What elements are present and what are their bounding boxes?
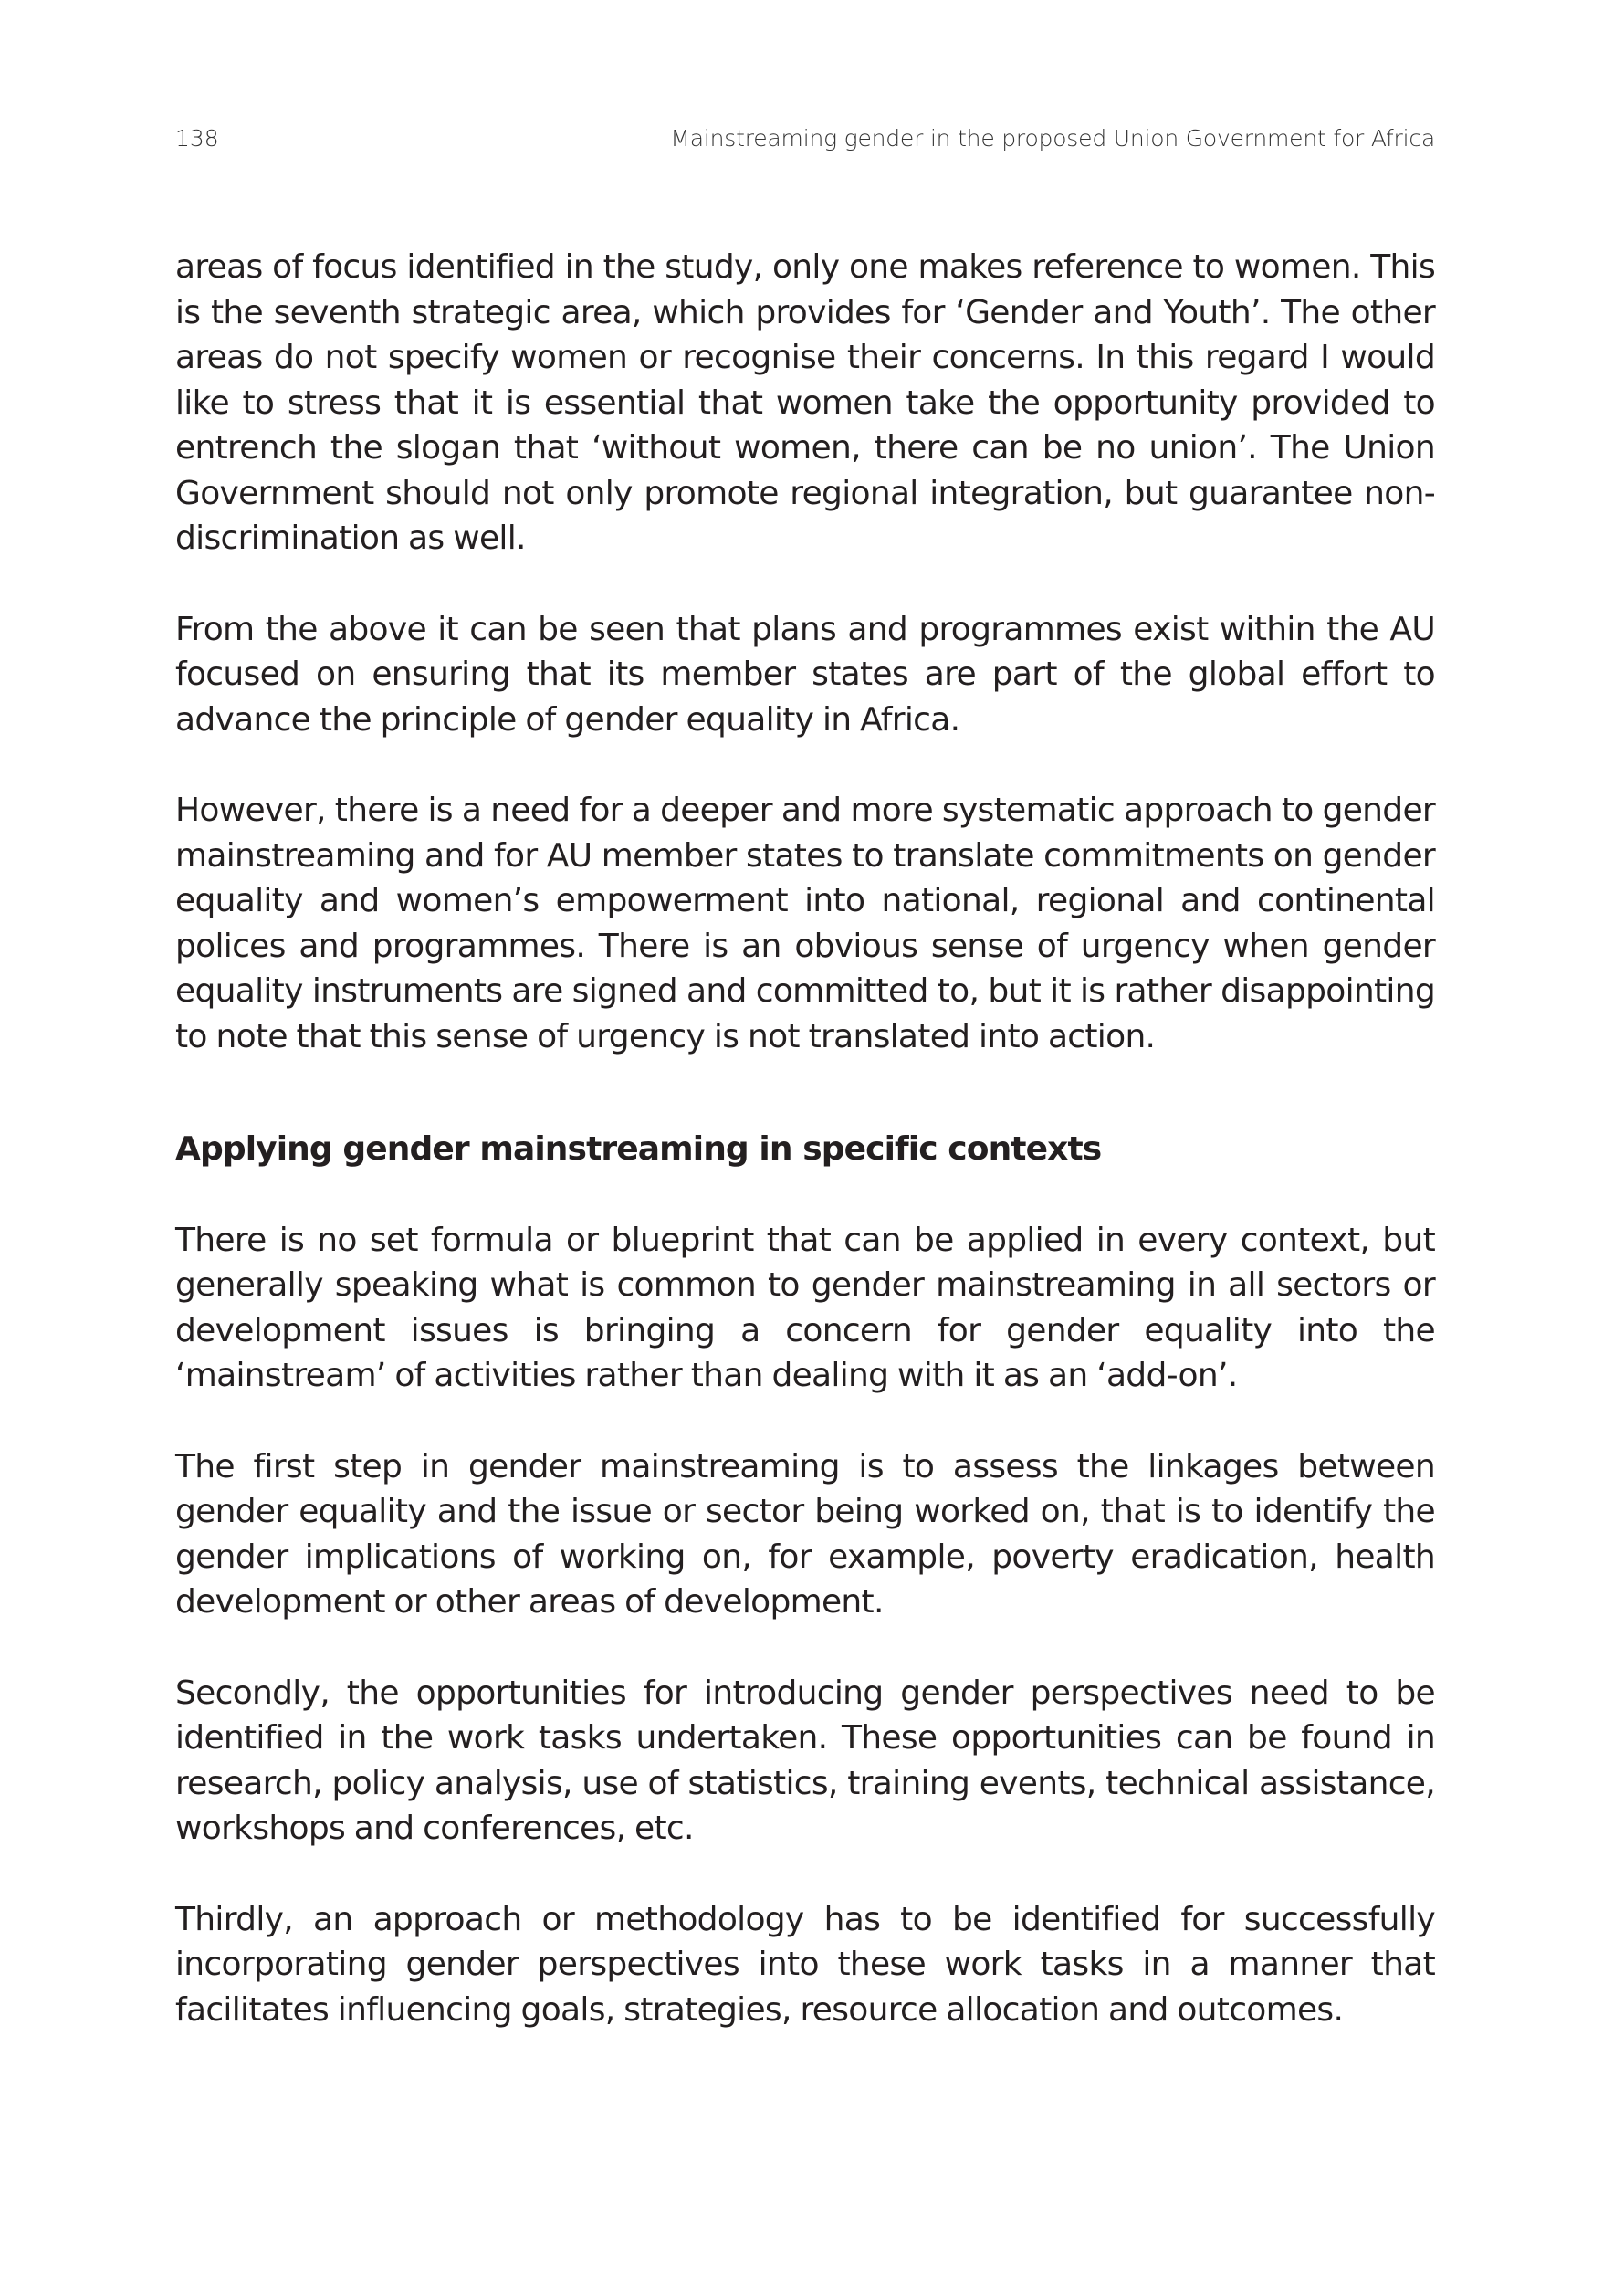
running-title: Mainstreaming gender in the proposed Union Government for Africa (670, 125, 1435, 152)
paragraph: The first step in gender mainstreaming is to assess the linkages between gender equality and the issue or sector being worked on, that is to identify the gender implications of working on, for example, poverty eradication, health development or other areas of development. (175, 1447, 1435, 1621)
paragraph: Secondly, the opportunities for introducing gender perspectives need to be identified in the work tasks undertaken. These opportunities can be found in research, policy analysis, use of statistics, training events, technical assistance, workshops and conferences, etc. (175, 1674, 1435, 1847)
paragraph: areas of focus identified in the study, only one makes reference to women. This is the seventh strategic area, which provides for ‘Gender and Youth’. The other areas do not specify women or recognise their concerns. In this regard I would like to stress that it is essential that women take the opportunity provided to entrench the slogan that ‘without women, there can be no union’. The Union Government should not only promote regional integration, but guarantee non-discrimination as well. (175, 248, 1435, 557)
body-text (175, 245, 1435, 2078)
paragraph: Thirdly, an approach or methodology has to be identified for successfully incorporating gender perspectives into these work tasks in a manner that facilitates influencing goals, strategies, resource allocation and outcomes. (175, 1900, 1435, 2029)
running-header (175, 121, 1435, 157)
paragraph: However, there is a need for a deeper and more systematic approach to gender mainstreaming and for AU member states to translate commitments on gender equality and women’s empowerment into national, regional and continental polices and programmes. There is an obvious sense of urgency when gender equality instruments are signed and committed to, but it is rather disappointing to note that this sense of urgency is not translated into action. (175, 792, 1435, 1055)
paragraph: There is no set formula or blueprint that can be applied in every context, but generally speaking what is common to gender mainstreaming in all sectors or development issues is bringing a concern for gender equality into the ‘mainstream’ of activities rather than dealing with it as an ‘add-on’. (175, 1221, 1435, 1394)
page-number: 138 (175, 125, 219, 152)
section-heading: Applying gender mainstreaming in specific contexts (175, 1130, 1102, 1168)
paragraph: From the above it can be seen that plans and programmes exist within the AU focused on ensuring that its member states are part of the global effort to advance the principle of gender equality in Africa. (175, 610, 1435, 739)
